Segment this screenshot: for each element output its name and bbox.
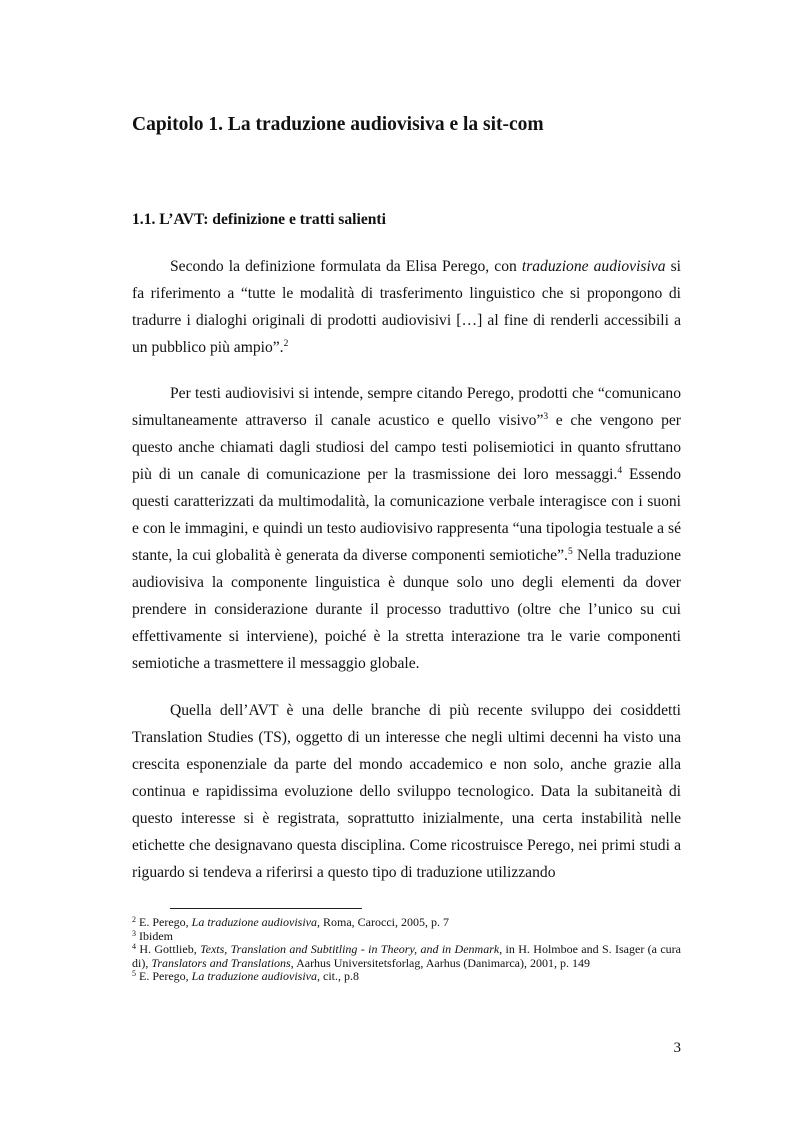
body-paragraph-1 — [132, 253, 681, 361]
footnote-separator — [170, 908, 362, 909]
italic-text: Texts, Translation and Subtitling - in Theory, and in Denmark — [200, 942, 500, 956]
page-number: 3 — [673, 1040, 681, 1056]
text-run: E. Perego, — [136, 915, 192, 929]
text-run: Secondo la definizione formulata da Elisa Perego, con — [170, 258, 522, 275]
italic-text: La traduzione audiovisiva — [191, 969, 317, 983]
footnote-5 — [132, 970, 681, 984]
text-run: Nella traduzione audiovisiva la componente linguistica è dunque solo uno degli elementi da dover prendere in considerazione durante il processo traduttivo (oltre che l’unico su cui effettivamente si interviene), poiché è la stretta interazione tra le varie componenti semiotiche a trasmettere il messaggio globale. — [132, 547, 682, 672]
text-run: , Aarhus Universitetsforlag, Aarhus (Danimarca), 2001, p. 149 — [290, 955, 590, 970]
text-run: Quella dell’AVT è una delle branche di più recente sviluppo dei cosiddetti Translation Studies (TS), oggetto di un interesse che negli ultimi decenni ha visto una crescita esponenziale da parte del mondo accademico e non solo, anche grazie alla continua e rapidissima evoluzione dello sviluppo tecnologico. Data la subitaneità di questo interesse si è registrata, soprattutto inizialmente, una certa instabilità nelle etichette che designavano questa disciplina. Come ricostruisce Perego, nei primi studi a riguardo si tendeva a riferirsi a questo tipo di traduzione utilizzando — [132, 702, 681, 881]
text-run: , cit., p.8 — [317, 969, 359, 983]
chapter-title: Capitolo 1. La traduzione audiovisiva e la sit-com — [132, 114, 544, 135]
footnote-ref: 3 — [132, 928, 136, 938]
footnote-ref: 5 — [132, 969, 136, 978]
paragraph-text — [132, 380, 681, 677]
text-run: Ibidem — [136, 928, 173, 943]
text-run: si fa riferimento a “tutte le modalità di trasferimento linguistico che si propongono di tradurre i dialoghi originali di prodotti audiovisivi […] al fine di renderli accessibili a un pubblico più ampio”. — [132, 258, 681, 356]
text-run: E. Perego, — [136, 969, 192, 983]
text-run: H. Gottlieb, — [136, 942, 201, 956]
footnote-4 — [132, 943, 681, 970]
footnote-ref: 2 — [283, 339, 289, 349]
italic-text: Translators and Translations — [151, 955, 291, 970]
text-run: e che vengono per questo anche chiamati dagli studiosi del campo testi polisemiotici in quanto sfruttano più di un canale di comunicazione per la trasmissione dei loro messaggi. — [132, 412, 681, 483]
text-run: Essendo questi caratterizzati da multimodalità, la comunicazione verbale interagisce con i suoni e con le immagini, e quindi un testo audiovisivo rappresenta “una tipologia testuale a sé stante, la cui globalità è generata da diverse componenti semiotiche”. — [132, 466, 682, 564]
italic-text: La traduzione audiovisiva — [191, 915, 317, 929]
text-run: , in H. Holmboe and S. Isager (a cura di), — [132, 942, 682, 970]
footnote-ref: 3 — [543, 412, 549, 422]
footnote-ref: 4 — [617, 466, 623, 476]
footnote-ref: 4 — [132, 942, 136, 951]
footnote-2 — [132, 916, 681, 930]
text-run: , Roma, Carocci, 2005, p. 7 — [317, 915, 449, 929]
paragraph-text — [132, 253, 681, 361]
footnote-3 — [132, 930, 681, 944]
footnote-ref: 2 — [132, 915, 136, 924]
text-run: Per testi audiovisivi si intende, sempre citando Perego, prodotti che “comunicano simultaneamente attraverso il canale acustico e quello visivo” — [132, 385, 681, 429]
italic-text: traduzione audiovisiva — [521, 258, 666, 275]
body-paragraph-2 — [132, 380, 681, 677]
paragraph-text — [132, 697, 681, 886]
section-heading: 1.1. L’AVT: definizione e tratti salienti — [132, 211, 386, 228]
footnotes — [132, 916, 681, 984]
body-paragraph-3 — [132, 697, 681, 886]
footnote-ref: 5 — [567, 547, 573, 557]
